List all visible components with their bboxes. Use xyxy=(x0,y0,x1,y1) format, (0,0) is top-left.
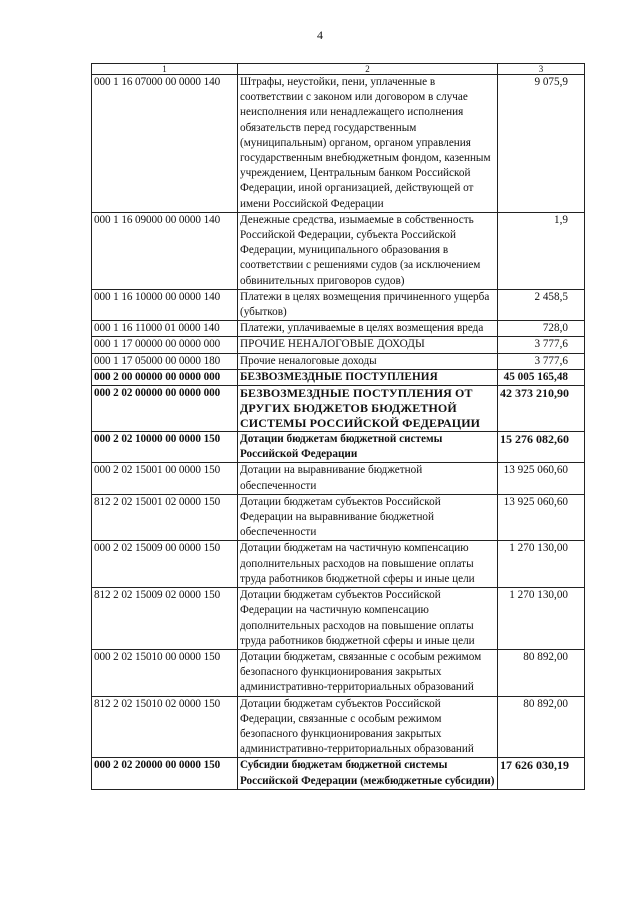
amount: 2 458,5 xyxy=(498,289,585,320)
revenue-name: Штрафы, неустойки, пени, уплаченные в соответствии с законом или договором в случае неисполнения или ненадлежащего исполнения обязательств перед государственным (муниципальным) органом, органом управления государственным внебюджетным фондом, казенным учреждением, Центральным банком Российской Федерации, иной организацией, действующей от имени Российской Федерации xyxy=(238,75,498,213)
budget-code: 000 2 00 00000 00 0000 000 xyxy=(92,369,238,385)
table-row xyxy=(92,494,585,541)
table-row xyxy=(92,649,585,696)
table-row xyxy=(92,696,585,758)
table-row xyxy=(92,289,585,320)
revenue-name: Дотации бюджетам субъектов Российской Федерации на выравнивание бюджетной обеспеченности xyxy=(238,494,498,541)
table-row xyxy=(92,353,585,369)
budget-code: 000 1 17 05000 00 0000 180 xyxy=(92,353,238,369)
table-row xyxy=(92,212,585,289)
table-row xyxy=(92,463,585,494)
column-number-1: 1 xyxy=(92,64,238,75)
revenue-name: Дотации на выравнивание бюджетной обеспеченности xyxy=(238,463,498,494)
amount: 45 005 165,48 xyxy=(498,369,585,385)
table-row xyxy=(92,75,585,213)
column-number-2: 2 xyxy=(238,64,498,75)
table-row xyxy=(92,588,585,650)
amount: 3 777,6 xyxy=(498,337,585,353)
revenue-name: БЕЗВОЗМЕЗДНЫЕ ПОСТУПЛЕНИЯ xyxy=(238,369,498,385)
budget-code: 000 1 16 10000 00 0000 140 xyxy=(92,289,238,320)
budget-code: 812 2 02 15009 02 0000 150 xyxy=(92,588,238,650)
column-number-3: 3 xyxy=(498,64,585,75)
table-row xyxy=(92,541,585,588)
budget-code: 000 2 02 15010 00 0000 150 xyxy=(92,649,238,696)
amount: 1,9 xyxy=(498,212,585,289)
revenue-name: Дотации бюджетам субъектов Российской Федерации, связанные с особым режимом безопасного функционирования закрытых административно-территориальных образований xyxy=(238,696,498,758)
revenue-name: ПРОЧИЕ НЕНАЛОГОВЫЕ ДОХОДЫ xyxy=(238,337,498,353)
revenue-name: Дотации бюджетам субъектов Российской Федерации на частичную компенсацию дополнительных расходов на повышение оплаты труда работников бюджетной сферы и иные цели xyxy=(238,588,498,650)
amount: 80 892,00 xyxy=(498,649,585,696)
revenue-name: Субсидии бюджетам бюджетной системы Российской Федерации (межбюджетные субсидии) xyxy=(238,758,498,789)
table-row xyxy=(92,337,585,353)
amount: 17 626 030,19 xyxy=(498,758,585,789)
budget-code: 000 2 02 15009 00 0000 150 xyxy=(92,541,238,588)
table-row xyxy=(92,321,585,337)
column-number-row xyxy=(92,64,585,75)
amount: 42 373 210,90 xyxy=(498,386,585,432)
revenue-table xyxy=(91,63,585,790)
amount: 1 270 130,00 xyxy=(498,541,585,588)
budget-code: 812 2 02 15001 02 0000 150 xyxy=(92,494,238,541)
budget-code: 000 1 16 11000 01 0000 140 xyxy=(92,321,238,337)
revenue-name: Дотации бюджетам бюджетной системы Российской Федерации xyxy=(238,432,498,463)
amount: 9 075,9 xyxy=(498,75,585,213)
revenue-name: БЕЗВОЗМЕЗДНЫЕ ПОСТУПЛЕНИЯ ОТ ДРУГИХ БЮДЖЕТОВ БЮДЖЕТНОЙ СИСТЕМЫ РОССИЙСКОЙ ФЕДЕРАЦИИ xyxy=(238,386,498,432)
amount: 728,0 xyxy=(498,321,585,337)
budget-code: 000 2 02 20000 00 0000 150 xyxy=(92,758,238,789)
revenue-name: Дотации бюджетам на частичную компенсацию дополнительных расходов на повышение оплаты труда работников бюджетной сферы и иные цели xyxy=(238,541,498,588)
table-row xyxy=(92,386,585,432)
amount: 13 925 060,60 xyxy=(498,463,585,494)
budget-code: 000 2 02 15001 00 0000 150 xyxy=(92,463,238,494)
budget-code: 000 2 02 10000 00 0000 150 xyxy=(92,432,238,463)
budget-code: 000 1 16 07000 00 0000 140 xyxy=(92,75,238,213)
amount: 3 777,6 xyxy=(498,353,585,369)
table-row xyxy=(92,758,585,789)
table-row xyxy=(92,369,585,385)
table-row xyxy=(92,432,585,463)
revenue-name: Прочие неналоговые доходы xyxy=(238,353,498,369)
amount: 13 925 060,60 xyxy=(498,494,585,541)
revenue-name: Денежные средства, изымаемые в собственность Российской Федерации, субъекта Российской Федерации, муниципального образования в соответствии с решениями судов (за исключением обвинительных приговоров судов) xyxy=(238,212,498,289)
revenue-name: Платежи в целях возмещения причиненного ущерба (убытков) xyxy=(238,289,498,320)
amount: 15 276 082,60 xyxy=(498,432,585,463)
amount: 1 270 130,00 xyxy=(498,588,585,650)
budget-code: 000 1 17 00000 00 0000 000 xyxy=(92,337,238,353)
revenue-name: Платежи, уплачиваемые в целях возмещения вреда xyxy=(238,321,498,337)
budget-code: 000 1 16 09000 00 0000 140 xyxy=(92,212,238,289)
budget-code: 812 2 02 15010 02 0000 150 xyxy=(92,696,238,758)
revenue-name: Дотации бюджетам, связанные с особым режимом безопасного функционирования закрытых административно-территориальных образований xyxy=(238,649,498,696)
amount: 80 892,00 xyxy=(498,696,585,758)
budget-code: 000 2 02 00000 00 0000 000 xyxy=(92,386,238,432)
page-number: 4 xyxy=(317,28,323,42)
